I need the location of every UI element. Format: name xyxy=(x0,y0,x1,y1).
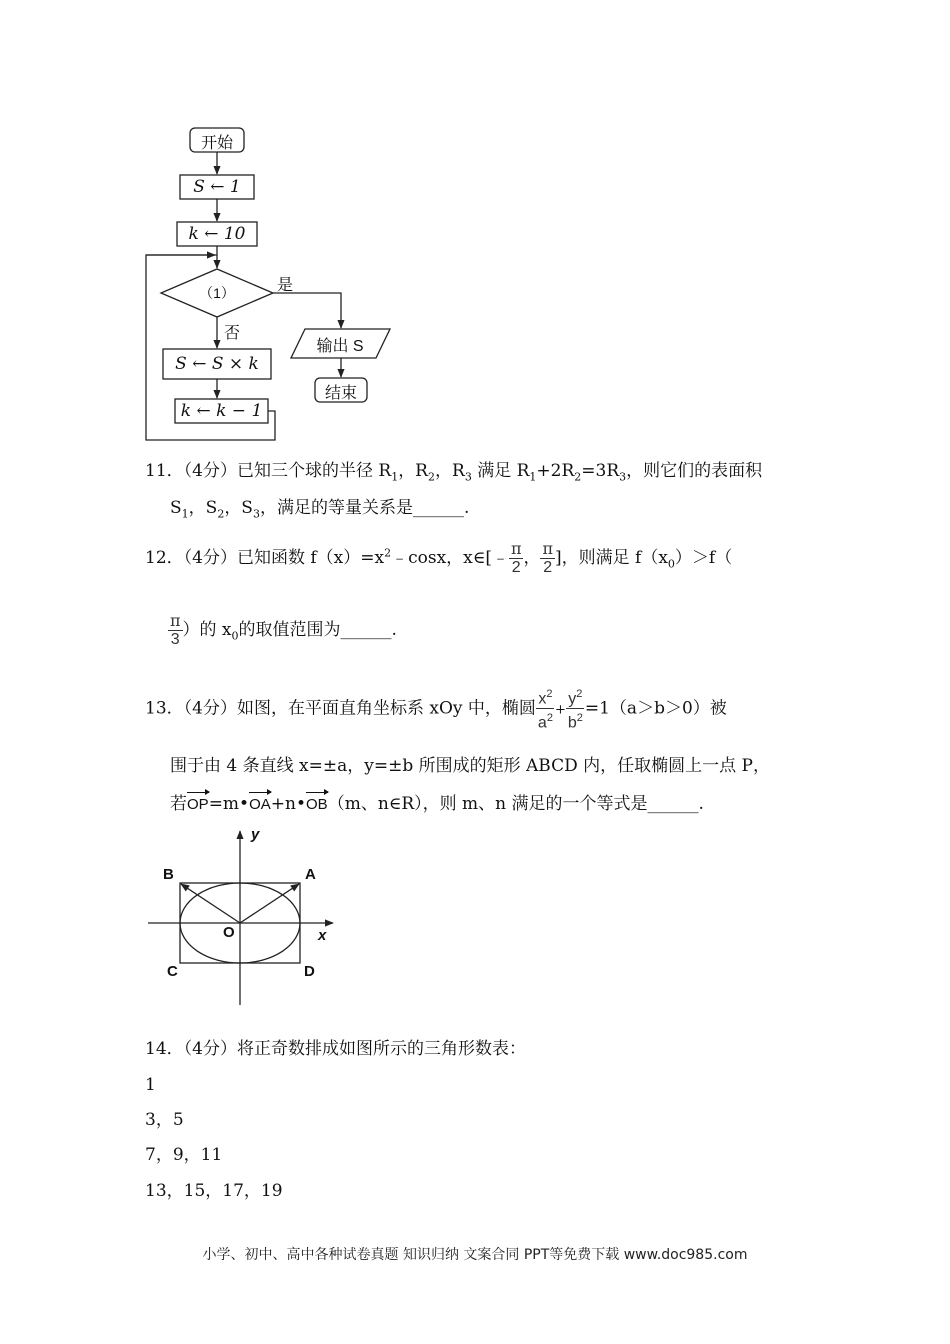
q11-score: （4分） xyxy=(183,461,237,481)
frac-num: π xyxy=(542,539,553,558)
q12-text: ）的 x xyxy=(182,620,232,640)
q13-text: 如图，在平面直角坐标系 xOy 中，椭圆 xyxy=(236,698,536,719)
q12-neg: ﹣ xyxy=(491,548,509,568)
fraction-pi-over-3 xyxy=(168,612,183,649)
fraction-pi-over-2 xyxy=(540,540,555,577)
q12-text: 已知函数 f（x）=x xyxy=(236,548,385,568)
fig-label-d: D xyxy=(304,963,315,980)
q11-number: 11． xyxy=(145,461,184,481)
q14-number: 14． xyxy=(145,1039,184,1059)
q14-text: 将正奇数排成如图所示的三角形数表： xyxy=(236,1039,526,1059)
q11-line1 xyxy=(145,460,762,488)
fig-label-c: C xyxy=(167,963,178,980)
flow-k-init-label: k ← 10 xyxy=(188,224,246,244)
q14-score: （4分） xyxy=(183,1039,237,1059)
frac-var: y xyxy=(568,690,577,708)
flow-start-label: 开始 xyxy=(200,135,233,152)
flow-condition-label: （1） xyxy=(199,285,235,301)
q11-sub: 3 xyxy=(252,507,260,521)
q12-text: ﹣cosx，x∈[ xyxy=(391,548,492,568)
frac-num: π xyxy=(170,611,181,630)
q13-text: （m、n∈R），则 m、n 满足的一个等式是______. xyxy=(327,794,704,814)
q13-line1 xyxy=(145,685,727,733)
q12-line1 xyxy=(145,540,732,577)
fig-label-o: O xyxy=(223,924,235,941)
q11-sub: 3 xyxy=(464,470,472,484)
q11-line2 xyxy=(170,497,469,525)
frac-den: 2 xyxy=(511,559,521,576)
fraction-x2-over-a2 xyxy=(536,685,555,733)
q14-row: 1 xyxy=(145,1075,156,1095)
q14-row: 3，5 xyxy=(145,1110,184,1130)
frac-exp: 2 xyxy=(576,712,583,725)
frac-den: 3 xyxy=(170,631,180,648)
frac-exp: 2 xyxy=(546,688,553,700)
q12-number: 12． xyxy=(145,548,184,568)
fig-label-y: y xyxy=(251,826,260,843)
vector-oa-line xyxy=(240,884,299,923)
vector-ob: OB xyxy=(306,792,328,816)
flow-no-label: 否 xyxy=(224,325,241,342)
q12-score: （4分） xyxy=(183,548,237,568)
fraction-y2-over-b2 xyxy=(566,685,585,733)
q11-text: 已知三个球的半径 R xyxy=(236,461,392,481)
q11-sub: 2 xyxy=(574,470,582,484)
frac-var: a xyxy=(537,714,547,732)
q11-text: ，S xyxy=(224,498,253,518)
fig-label-x: x xyxy=(318,927,327,944)
fig-label-a: A xyxy=(305,866,316,883)
vector-oa: OA xyxy=(249,792,271,816)
frac-exp: 2 xyxy=(576,688,583,700)
q11-sub: 1 xyxy=(391,470,399,484)
q13-plus: + xyxy=(554,702,566,718)
q13-score: （4分） xyxy=(183,698,237,719)
q11-text: 满足 R xyxy=(471,461,530,481)
frac-var: b xyxy=(567,714,577,732)
q12-text: ]，则满足 f（x xyxy=(555,548,668,568)
frac-exp: 2 xyxy=(546,712,553,725)
q12-sup: 2 xyxy=(384,546,392,560)
q11-text: ，S xyxy=(188,498,218,518)
q11-text: ，R xyxy=(398,461,428,481)
q14-line1 xyxy=(145,1038,526,1060)
flow-output-label: 输出 S xyxy=(316,338,364,355)
frac-den: 2 xyxy=(543,559,553,576)
q11-sub: 2 xyxy=(217,507,225,521)
q12-sub: 0 xyxy=(231,629,239,643)
q13-text: =1（a＞b＞0）被 xyxy=(584,698,727,719)
q11-text: ，则它们的表面积 xyxy=(626,461,763,481)
fraction-neg-pi-over-2 xyxy=(509,540,524,577)
q13-text: +n• xyxy=(270,794,307,814)
fig-label-b: B xyxy=(163,866,174,883)
flow-update-s-label: S ← S × k xyxy=(175,354,259,374)
flow-end-label: 结束 xyxy=(324,385,357,402)
q12-text: ， xyxy=(523,548,541,568)
flow-update-k-label: k ← k − 1 xyxy=(180,401,263,421)
q12-sub: 0 xyxy=(667,557,675,571)
q11-text: +2R xyxy=(536,461,575,481)
vector-op: OP xyxy=(187,792,209,816)
frac-var: x xyxy=(538,690,547,708)
ellipse-figure xyxy=(140,825,350,1010)
q13-line2: 围于由 4 条直线 x=±a，y=±b 所围成的矩形 ABCD 内，任取椭圆上一点 P， xyxy=(170,756,770,776)
q13-text: 若 xyxy=(170,794,187,814)
q14-row: 13，15，17，19 xyxy=(145,1181,283,1201)
q11-text: =3R xyxy=(581,461,620,481)
q13-number: 13． xyxy=(145,698,184,719)
vector-ob-line xyxy=(181,884,240,923)
q11-sub: 1 xyxy=(529,470,537,484)
q12-text: 的取值范围为______. xyxy=(238,620,397,640)
q12-text: ）＞f（ xyxy=(674,548,733,568)
q11-text: ，R xyxy=(435,461,465,481)
q13-line3 xyxy=(170,792,704,816)
q11-sub: 2 xyxy=(428,470,435,484)
flow-yes-label: 是 xyxy=(277,277,294,294)
q11-text: ，满足的等量关系是______. xyxy=(259,498,470,518)
page-footer: 小学、初中、高中各种试卷真题 知识归纳 文案合同 PPT等免费下载 www.doc985.com xyxy=(202,1247,748,1263)
q11-sub: 1 xyxy=(181,507,189,521)
q11-text: S xyxy=(170,498,182,518)
frac-num: π xyxy=(510,539,522,558)
q13-text: =m• xyxy=(208,794,250,814)
q12-line2 xyxy=(168,612,397,649)
q14-row: 7，9，11 xyxy=(145,1145,223,1165)
flow-s-init-label: S ← 1 xyxy=(193,177,241,197)
q11-sub: 3 xyxy=(619,470,627,484)
